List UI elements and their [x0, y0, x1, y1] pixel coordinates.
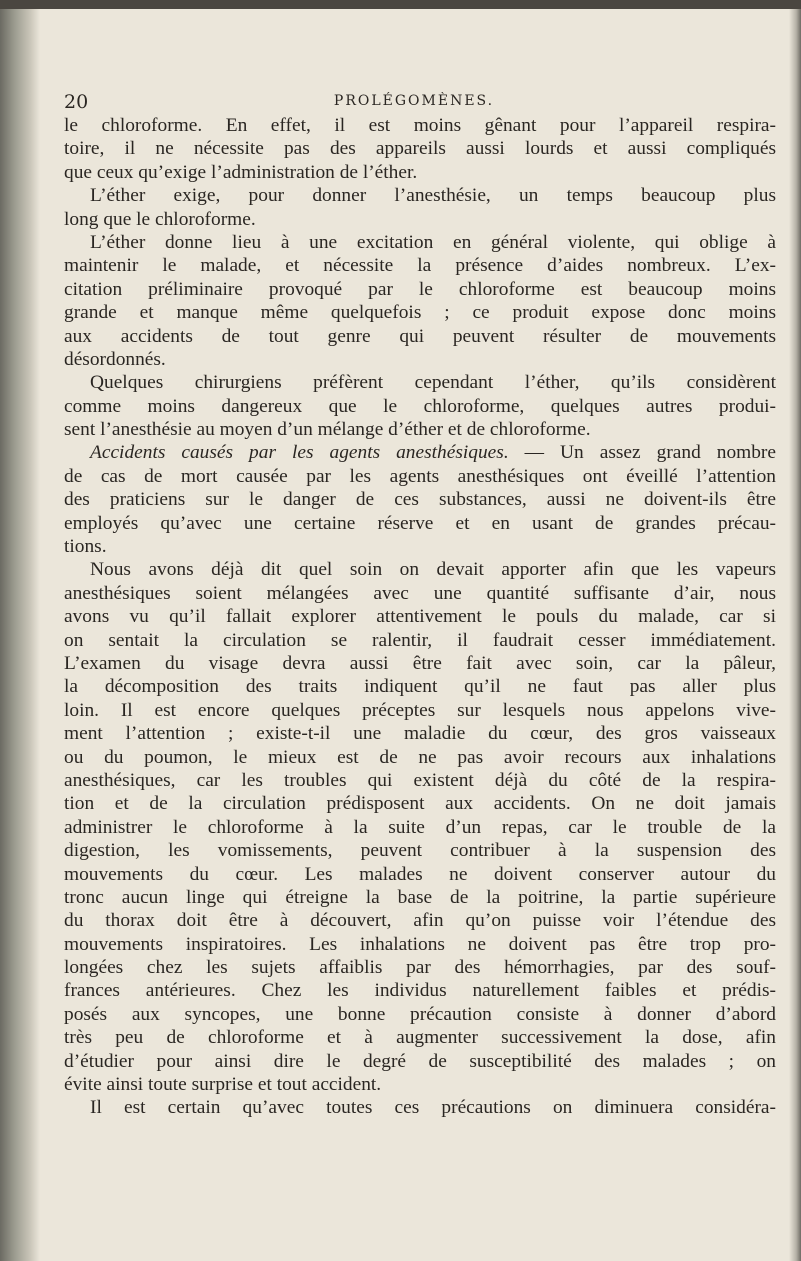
- line-text: toire, il ne nécessite pas des appareils aussi lourds et aussi compliqués: [64, 138, 776, 160]
- line-text: — Un assez grand nombre: [508, 442, 776, 464]
- line-text: tion et de la circulation prédisposent aux accidents. On ne doit jamais: [64, 793, 776, 815]
- line-text: Nous avons déjà dit quel soin on devait apporter afin que les vapeurs: [90, 559, 776, 581]
- line-text: on sentait la circulation se ralentir, il faudrait cesser immédiatement.: [64, 629, 776, 651]
- text-line: [64, 418, 776, 441]
- line-text: citation préliminaire provoqué par le chloroforme est beaucoup moins: [64, 278, 776, 300]
- line-text: du thorax doit être à découvert, afin qu’on puisse voir l’étendue des: [64, 910, 776, 932]
- top-border: [0, 0, 801, 9]
- text-line: [64, 558, 776, 581]
- line-text: très peu de chloroforme et à augmenter successivement la dose, afin: [64, 1027, 776, 1049]
- text-line: [64, 956, 776, 979]
- text-line: [64, 863, 776, 886]
- line-text: ou du poumon, le mieux est de ne pas avoir recours aux inhalations: [64, 746, 776, 768]
- text-line: [64, 512, 776, 535]
- page-number: 20: [64, 91, 89, 113]
- page-right-edge: [789, 0, 801, 1261]
- line-text: posés aux syncopes, une bonne précaution consiste à donner d’abord: [64, 1003, 776, 1025]
- line-text: de cas de mort causée par les agents anesthésiques ont éveillé l’attention: [64, 465, 776, 487]
- page-header: [64, 91, 764, 115]
- line-text: anesthésiques, car les troubles qui existent déjà du côté de la respira-: [64, 769, 776, 791]
- line-text: L’éther exige, pour donner l’anesthésie, un temps beaucoup plus: [90, 185, 776, 207]
- text-line: [64, 535, 776, 558]
- text-line: [64, 675, 776, 698]
- line-text: désordonnés.: [64, 348, 166, 370]
- line-text: L’examen du visage devra aussi être fait avec soin, car la pâleur,: [64, 652, 776, 674]
- text-line: [64, 605, 776, 628]
- line-text: des praticiens sur le danger de ces substances, aussi ne doivent-ils être: [64, 489, 776, 511]
- body-text: [64, 114, 776, 1120]
- line-text: frances antérieures. Chez les individus naturellement faibles et prédis-: [64, 980, 776, 1002]
- text-line: [64, 933, 776, 956]
- text-line: [64, 1026, 776, 1049]
- text-line: [64, 746, 776, 769]
- line-text: anesthésiques soient mélangées avec une quantité suffisante d’air, nous: [64, 582, 776, 604]
- text-line: [64, 886, 776, 909]
- line-text: long que le chloroforme.: [64, 208, 256, 230]
- text-line: [64, 1050, 776, 1073]
- text-line: [64, 629, 776, 652]
- page-binding-edge: [0, 0, 40, 1261]
- line-text: tronc aucun linge qui étreigne la base de la poitrine, la partie supérieure: [64, 886, 776, 908]
- line-text: administrer le chloroforme à la suite d’un repas, car le trouble de la: [64, 816, 776, 838]
- line-text: employés qu’avec une certaine réserve et en usant de grandes précau-: [64, 512, 776, 534]
- text-line: [64, 348, 776, 371]
- line-text: loin. Il est encore quelques préceptes sur lesquels nous appelons vive-: [64, 699, 776, 721]
- text-line: [64, 465, 776, 488]
- text-line: [64, 769, 776, 792]
- section-heading: Accidents causés par les agents anesthésiques.: [90, 442, 509, 464]
- line-text: mouvements inspiratoires. Les inhalations ne doivent pas être trop pro-: [64, 933, 776, 955]
- text-line: [64, 909, 776, 932]
- text-line: [64, 839, 776, 862]
- running-head: PROLÉGOMÈNES.: [333, 93, 495, 109]
- text-line: [64, 699, 776, 722]
- text-line: [64, 582, 776, 605]
- line-text: comme moins dangereux que le chloroforme, quelques autres produi-: [64, 395, 776, 417]
- text-line: [64, 652, 776, 675]
- text-line: [64, 441, 776, 464]
- line-text: digestion, les vomissements, peuvent contribuer à la suspension des: [64, 840, 776, 862]
- text-line: [64, 278, 776, 301]
- line-text: Quelques chirurgiens préfèrent cependant l’éther, qu’ils considèrent: [90, 372, 776, 394]
- line-text: ment l’attention ; existe-t-il une maladie du cœur, des gros vaisseaux: [64, 723, 776, 745]
- text-line: [64, 722, 776, 745]
- line-text: que ceux qu’exige l’administration de l’éther.: [64, 161, 418, 183]
- text-line: [64, 114, 776, 137]
- text-line: [64, 231, 776, 254]
- text-line: [64, 1003, 776, 1026]
- line-text: grande et manque même quelquefois ; ce produit expose donc moins: [64, 302, 776, 324]
- line-text: aux accidents de tout genre qui peuvent résulter de mouvements: [64, 325, 776, 347]
- line-text: avons vu qu’il fallait explorer attentivement le pouls du malade, car si: [64, 606, 776, 628]
- line-text: L’éther donne lieu à une excitation en général violente, qui oblige à: [90, 231, 776, 253]
- text-line: [64, 137, 776, 160]
- line-text: maintenir le malade, et nécessite la présence d’aides nombreux. L’ex-: [64, 255, 776, 277]
- text-line: [64, 1073, 776, 1096]
- text-line: [64, 371, 776, 394]
- line-text: Il est certain qu’avec toutes ces précautions on diminuera considéra-: [90, 1097, 776, 1119]
- line-text: d’étudier pour ainsi dire le degré de susceptibilité des malades ; on: [64, 1050, 776, 1072]
- line-text: tions.: [64, 536, 107, 558]
- line-text: sent l’anesthésie au moyen d’un mélange d’éther et de chloroforme.: [64, 419, 591, 441]
- text-line: [64, 161, 776, 184]
- line-text: mouvements du cœur. Les malades ne doivent conserver autour du: [64, 863, 776, 885]
- text-line: [64, 395, 776, 418]
- text-line: [64, 488, 776, 511]
- line-text: la décomposition des traits indiquent qu’il ne faut pas aller plus: [64, 676, 776, 698]
- text-line: [64, 208, 776, 231]
- text-line: [64, 184, 776, 207]
- text-line: [64, 254, 776, 277]
- line-text: longées chez les sujets affaiblis par des hémorrhagies, par des souf-: [64, 957, 776, 979]
- text-line: [64, 325, 776, 348]
- line-text: évite ainsi toute surprise et tout accident.: [64, 1074, 382, 1096]
- text-line: [64, 816, 776, 839]
- text-line: [64, 301, 776, 324]
- line-text: le chloroforme. En effet, il est moins gênant pour l’appareil respira-: [64, 115, 776, 136]
- text-line: [64, 979, 776, 1002]
- text-line: [64, 1096, 776, 1119]
- text-line: [64, 792, 776, 815]
